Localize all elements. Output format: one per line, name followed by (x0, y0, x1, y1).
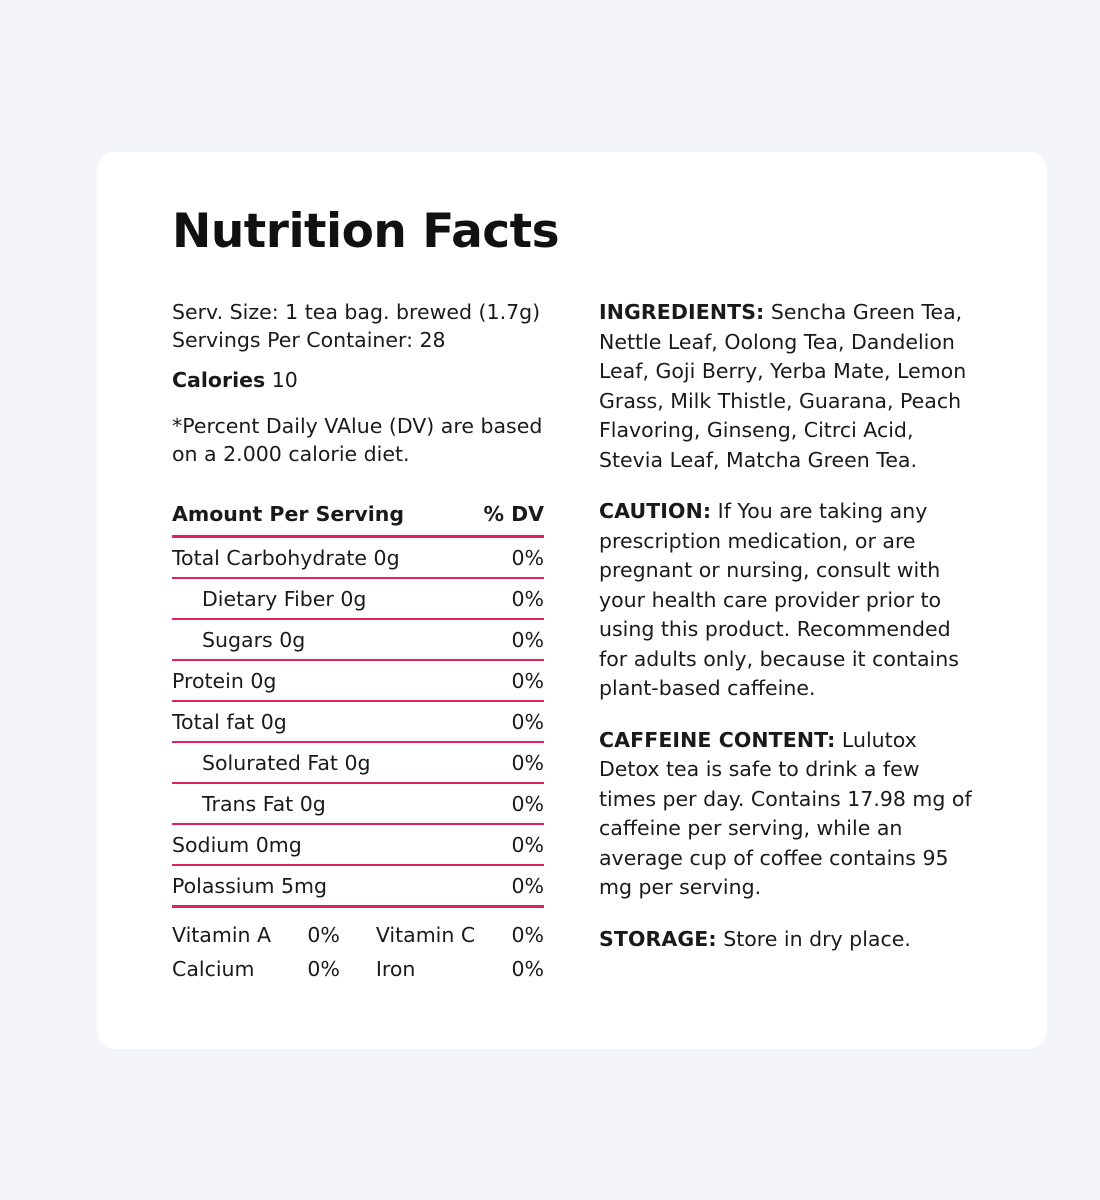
nutrient-dv: 0% (483, 824, 544, 865)
storage-section (599, 925, 981, 955)
calories-value: 10 (271, 368, 298, 393)
calories-label: Calories (172, 368, 266, 393)
ingredients-body: Sencha Green Tea, Nettle Leaf, Oolong Tea, Dandelion Leaf, Goji Berry, Yerba Mate, Lemon Grass, Milk Thistle, Guarana, Peach Flavoring, Ginseng, Citrci Acid, Stevia Leaf, Matcha Green Tea. (599, 300, 967, 472)
servings-per-container: Servings Per Container: 28 (172, 328, 446, 353)
nutrition-facts-panel (97, 152, 1047, 1049)
vitamin-dv: 0% (307, 923, 340, 948)
daily-value-note: *Percent Daily VAlue (DV) are based on a 2.000 calorie diet. (172, 414, 543, 467)
storage-heading: STORAGE: (599, 926, 717, 951)
nutrient-dv: 0% (483, 619, 544, 660)
page-title: Nutrition Facts (172, 204, 560, 259)
caution-section (599, 497, 981, 704)
nutrient-name: Polassium 5mg (172, 865, 483, 907)
table-row (172, 952, 544, 986)
header-percent-dv: % DV (483, 494, 544, 537)
nutrient-name: Sugars 0g (172, 619, 483, 660)
header-amount-per-serving: Amount Per Serving (172, 494, 483, 537)
table-row (172, 578, 544, 619)
table-row (172, 824, 544, 865)
caution-heading: CAUTION: (599, 499, 712, 524)
vitamin-name: Vitamin C (375, 923, 476, 948)
table-row (172, 783, 544, 824)
nutrient-name: Total fat 0g (172, 701, 483, 742)
vitamin-dv: 0% (511, 923, 544, 948)
nutrient-name: Solurated Fat 0g (172, 742, 483, 783)
table-row (172, 537, 544, 579)
nutrient-name: Protein 0g (172, 660, 483, 701)
nutrient-dv: 0% (483, 701, 544, 742)
ingredients-heading: INGREDIENTS: (599, 300, 765, 325)
caffeine-content-body: Lulutox Detox tea is safe to drink a few times per day. Contains 17.98 mg of caffeine per serving, while an average cup of coffee contains 95 mg per serving. (599, 727, 972, 900)
calories-row (172, 366, 544, 394)
table-row (172, 918, 544, 952)
table-row (172, 742, 544, 783)
table-row (172, 619, 544, 660)
vitamin-dv: 0% (511, 957, 544, 982)
content-columns (172, 298, 987, 986)
nutrient-dv: 0% (483, 783, 544, 824)
nutrient-dv: 0% (483, 537, 544, 579)
table-row (172, 660, 544, 701)
vitamin-dv: 0% (307, 957, 340, 982)
nutrient-name: Trans Fat 0g (172, 783, 483, 824)
nutrient-dv: 0% (483, 742, 544, 783)
table-row (172, 865, 544, 907)
vitamin-name: Vitamin A (172, 923, 272, 948)
table-row (172, 701, 544, 742)
vitamin-name: Iron (375, 957, 416, 982)
caffeine-content-heading: CAFFEINE CONTENT: (599, 727, 836, 752)
serving-size: Serv. Size: 1 tea bag. brewed (1.7g) (172, 300, 541, 325)
table-header-row (172, 494, 544, 537)
nutrient-dv: 0% (483, 660, 544, 701)
vitamins-table (172, 918, 544, 986)
nutrient-name: Dietary Fiber 0g (172, 578, 483, 619)
information-column (599, 298, 981, 986)
ingredients-section (599, 298, 981, 475)
page-background (22, 6, 1086, 1194)
caffeine-content-section (599, 726, 981, 903)
storage-body: Store in dry place. (723, 926, 911, 951)
nutrient-dv: 0% (483, 865, 544, 907)
nutrient-name: Total Carbohydrate 0g (172, 537, 483, 579)
nutrient-dv: 0% (483, 578, 544, 619)
nutrition-column (172, 298, 544, 986)
vitamin-name: Calcium (172, 957, 255, 982)
nutrition-table (172, 494, 544, 908)
nutrient-name: Sodium 0mg (172, 824, 483, 865)
caution-body: If You are taking any prescription medication, or are pregnant or nursing, consult with your health care provider prior to using this product. Recommended for adults only, because it contains plant-based caffeine. (599, 499, 959, 701)
